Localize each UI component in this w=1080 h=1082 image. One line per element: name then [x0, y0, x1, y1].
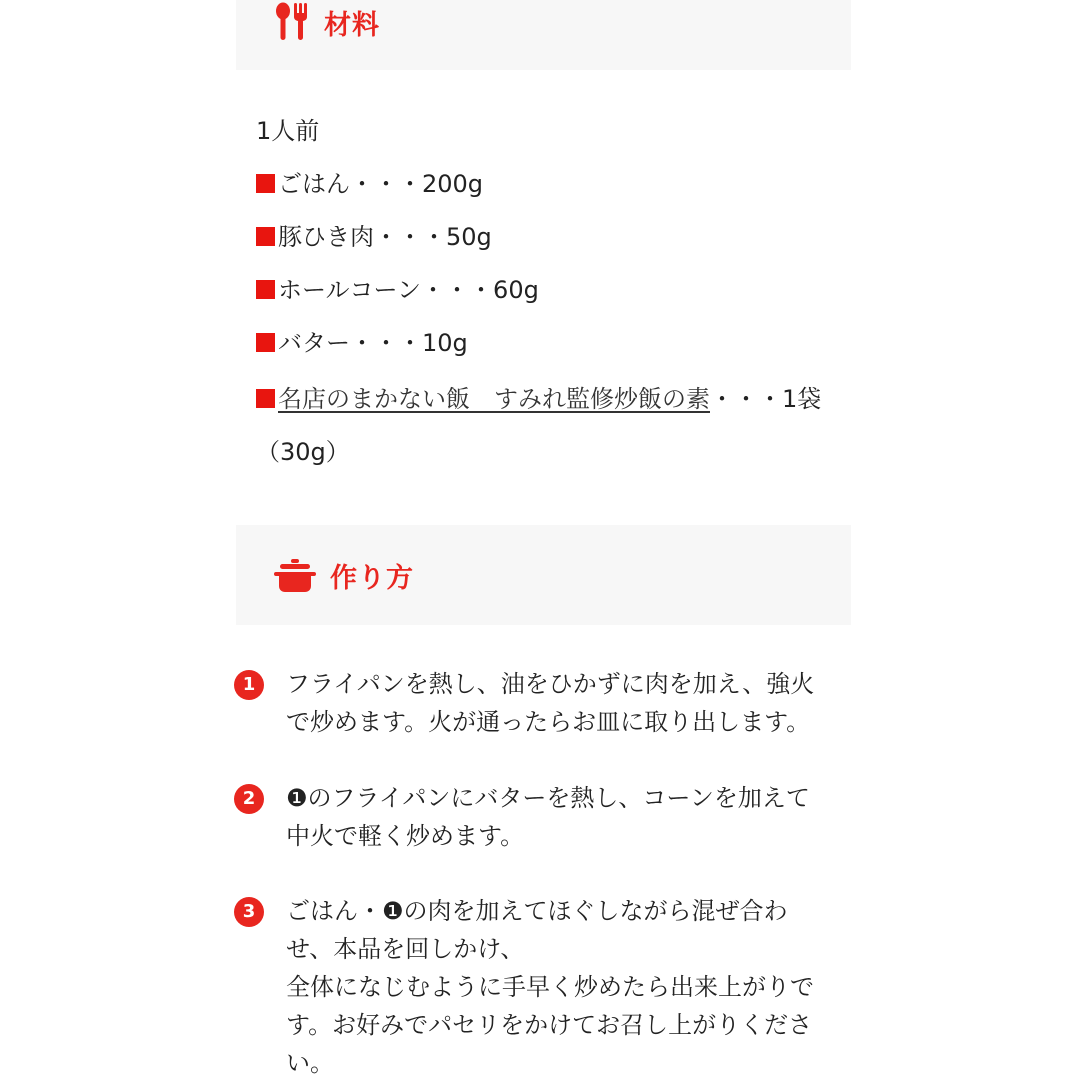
ingredient-item	[256, 267, 856, 320]
bullet-square-icon	[256, 227, 275, 246]
ingredient-amount: ・・・60g	[421, 276, 539, 304]
step-text	[286, 892, 874, 1082]
step-text	[286, 779, 874, 855]
ingredients-title: 材料	[324, 9, 380, 41]
bullet-square-icon	[256, 333, 275, 352]
ingredient-item	[256, 161, 856, 214]
ingredient-name: ごはん	[278, 170, 350, 198]
ingredient-amount: ・・・10g	[350, 329, 468, 357]
method-title: 作り方	[330, 562, 414, 594]
ingredients-list	[256, 108, 856, 479]
ingredient-amount: ・・・200g	[350, 170, 484, 198]
step-line: 中火で軽く炒めます。	[286, 822, 525, 850]
pot-icon	[274, 556, 316, 594]
step-number-badge: 2	[234, 784, 264, 814]
ingredient-item	[256, 373, 856, 479]
ingredient-item	[256, 320, 856, 373]
bullet-square-icon	[256, 389, 275, 408]
ingredient-name: 豚ひき肉	[278, 223, 374, 251]
product-link[interactable]: 名店のまかない飯 すみれ監修炒飯の素	[278, 385, 710, 413]
serving-size: 1人前	[256, 117, 320, 145]
step-line: ごはん・❶の肉を加えてほぐしながら混ぜ合わ	[286, 897, 788, 925]
step-number-badge: 3	[234, 897, 264, 927]
step-item	[234, 665, 874, 779]
step-line: ❶のフライパンにバターを熱し、コーンを加えて	[286, 784, 810, 812]
steps-list	[234, 665, 874, 1082]
ingredients-header-inner	[274, 0, 380, 44]
step-text	[286, 665, 874, 741]
ingredient-amount: ・・・50g	[374, 223, 492, 251]
ingredients-header	[236, 0, 851, 70]
step-line: で炒めます。火が通ったらお皿に取り出します。	[286, 708, 811, 736]
cutlery-icon	[274, 2, 310, 42]
step-line: す。お好みでパセリをかけてお召し上がりくださ	[286, 1011, 813, 1039]
bullet-square-icon	[256, 280, 275, 299]
step-line: フライパンを熱し、油をひかずに肉を加え、強火	[286, 670, 815, 698]
step-line: せ、本品を回しかけ、	[286, 935, 525, 963]
bullet-square-icon	[256, 174, 275, 193]
step-item	[234, 892, 874, 1082]
step-line: い。	[286, 1049, 334, 1077]
step-number-badge: 1	[234, 670, 264, 700]
ingredient-item	[256, 214, 856, 267]
step-line: 全体になじむように手早く炒めたら出来上がりで	[286, 973, 814, 1001]
ingredient-name: ホールコーン	[278, 276, 422, 304]
ingredient-name: バター	[278, 329, 350, 357]
step-item	[234, 779, 874, 892]
method-header-inner	[274, 553, 414, 597]
ingredient-amount: ・・・1袋（30g）	[256, 385, 822, 466]
method-header	[236, 525, 851, 625]
